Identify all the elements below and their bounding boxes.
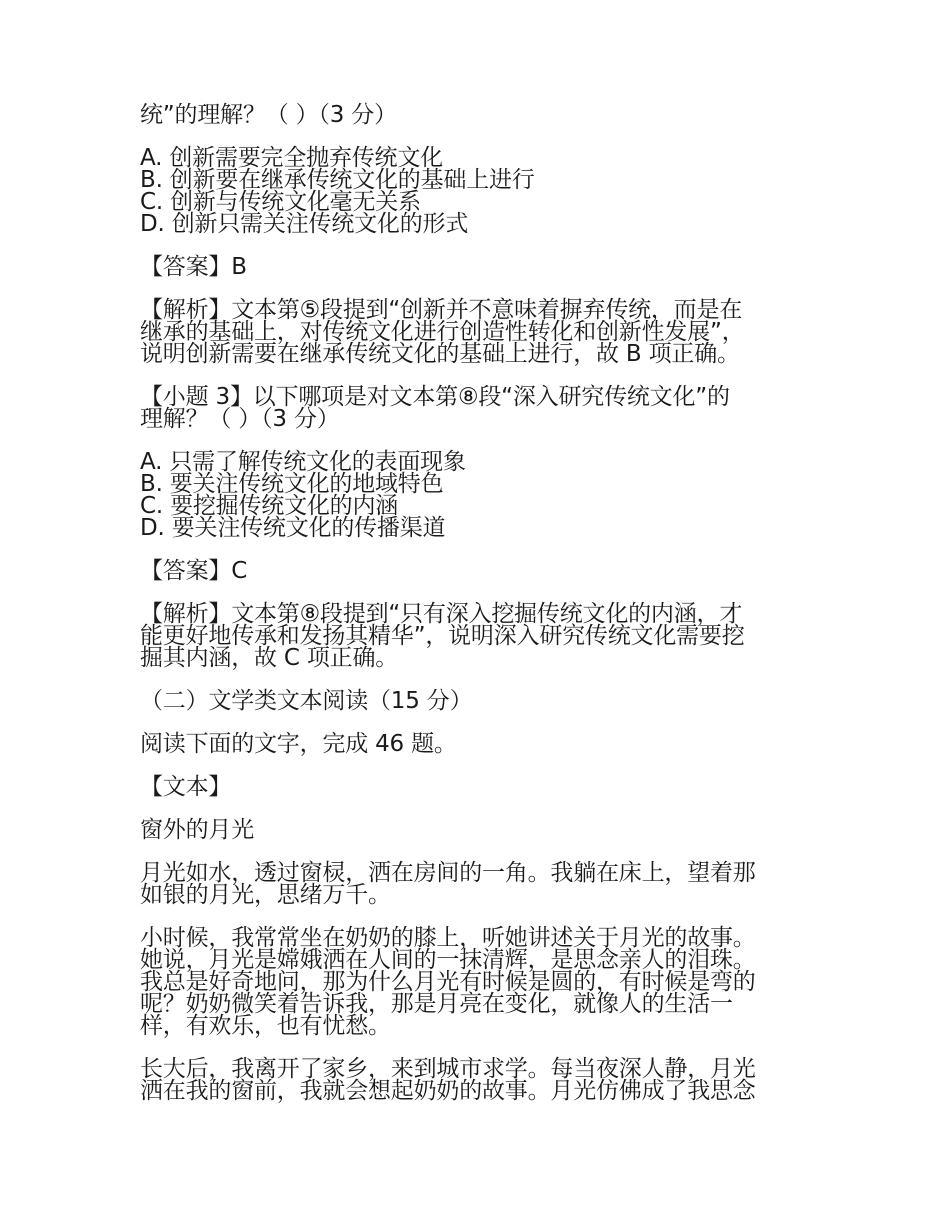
- option-a: A. 只需了解传统文化的表面现象: [140, 449, 466, 475]
- section-2-heading: （二）文学类文本阅读（15 分）: [140, 688, 473, 714]
- option-d: D. 创新只需关注传统文化的形式: [140, 211, 469, 237]
- option-c: C. 要挖掘传统文化的内涵: [140, 493, 399, 519]
- document-content: [140, 104, 812, 1102]
- story-paragraph-1: 月光如水，透过窗棂，洒在房间的一角。我躺在床上，望着那 如银的月光，思绪万千。: [140, 860, 756, 908]
- option-b: B. 要关注传统文化的地域特色: [140, 471, 444, 497]
- text-label: 【文本】: [140, 774, 232, 800]
- story-paragraph-2: 小时候，我常常坐在奶奶的膝上，听她讲述关于月光的故事。 她说，月光是嫦娥洒在人间的一抹清辉，是思念亲人的泪珠。 我总是好奇地问，那为什么月光有时候是圆的，有时候是弯的 呢？奶奶微笑着告诉我，那是月亮在变化，就像人的生活一 样，有欢乐，也有忧愁。: [140, 925, 756, 1039]
- question-3-analysis: 【解析】文本第⑧段提到“只有深入挖掘传统文化的内涵，才 能更好地传承和发扬其精华”，说明深入研究传统文化需要挖 掘其内涵，故 C 项正确。: [140, 601, 745, 671]
- question-2-stem-end: 统”的理解？（ ）（3 分）: [140, 102, 397, 128]
- question-3-answer: 【答案】C: [140, 558, 248, 584]
- story-paragraph-3: 长大后，我离开了家乡，来到城市求学。每当夜深人静，月光 洒在我的窗前，我就会想起奶奶的故事。月光仿佛成了我思念: [140, 1056, 756, 1104]
- option-c: C. 创新与传统文化毫无关系: [140, 189, 421, 215]
- question-3-stem: 【小题 3】以下哪项是对文本第⑧段“深入研究传统文化”的 理解？（ ）（3 分）: [140, 384, 730, 432]
- option-b: B. 创新要在继承传统文化的基础上进行: [140, 167, 535, 193]
- option-a: A. 创新需要完全抛弃传统文化: [140, 145, 443, 171]
- story-title: 窗外的月光: [140, 817, 255, 843]
- question-2-options: [140, 147, 812, 235]
- question-2-analysis: 【解析】文本第⑤段提到“创新并不意味着摒弃传统，而是在 继承的基础上，对传统文化进行创造性转化和创新性发展”， 说明创新需要在继承传统文化的基础上进行，故 B 项正确。: [140, 297, 745, 367]
- question-2-answer: 【答案】B: [140, 254, 247, 280]
- option-d: D. 要关注传统文化的传播渠道: [140, 515, 446, 541]
- question-3-options: [140, 451, 812, 539]
- section-2-instruction: 阅读下面的文字，完成 46 题。: [140, 731, 457, 757]
